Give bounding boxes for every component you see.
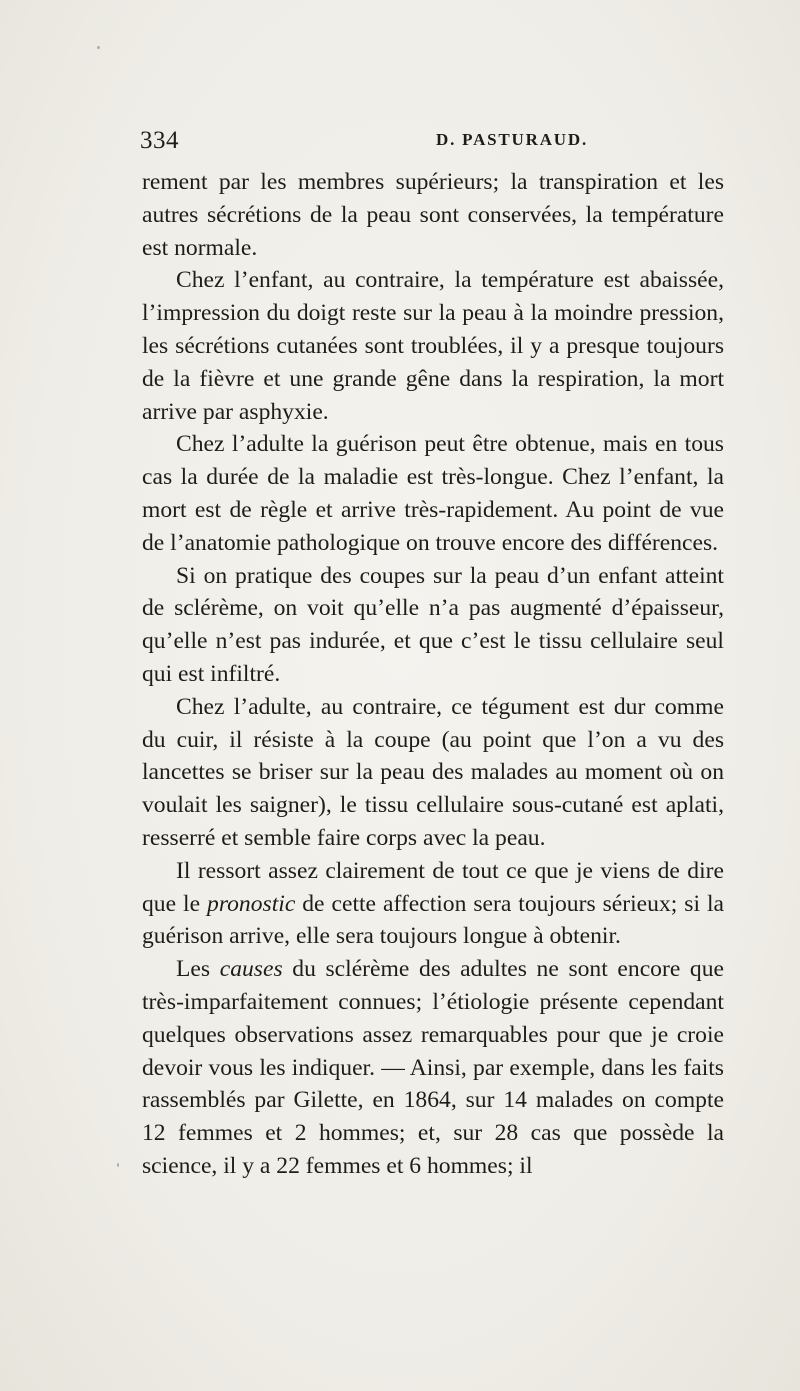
paragraph-text: Chez l’adulte, au contraire, ce tégument est dur comme du cuir, il résiste à la coupe (au point que l’on a vu des lancettes se briser sur la peau des malades au moment où on voulait les saigner), le tissu cellulaire sous-cutané est aplati, resserré et semble faire corps avec la peau. [142, 693, 724, 851]
running-header [140, 127, 726, 157]
paragraph-text: Les [176, 956, 220, 983]
page-speck [97, 46, 100, 49]
page-speck [117, 1163, 119, 1167]
paragraph-text: du sclérème des adultes ne sont encore que très-imparfaitement connues; l’étiologie présente cependant quelques observations assez remarquables pour que je croie devoir vous les indiquer. — Ainsi, par exemple, dans les faits rassemblés par Gilette, en 1864, sur 14 malades on compte 12 femmes et 2 hommes; et, sur 28 cas que possède la science, il y a 22 femmes et 6 hommes; il [142, 956, 724, 1179]
italic-term: pronostic [207, 890, 296, 917]
paragraph-text: de cette affection sera toujours sérieux; si la guérison arrive, elle sera toujours longue à obtenir. [142, 890, 724, 950]
running-title: D. PASTURAUD. [435, 130, 589, 149]
page-number: 334 [140, 127, 179, 154]
paragraph [142, 691, 724, 855]
body-text [142, 166, 724, 1183]
paragraph [142, 428, 724, 559]
paragraph [142, 560, 724, 691]
paragraph [142, 953, 724, 1183]
paragraph-text: Chez l’adulte la guérison peut être obtenue, mais en tous cas la durée de la maladie est très-longue. Chez l’enfant, la mort est de règle et arrive très-rapidement. Au point de vue de l’anatomie pathologique on trouve encore des différences. [142, 431, 724, 556]
paragraph [142, 855, 724, 953]
paragraph-text: rement par les membres supérieurs; la transpiration et les autres sécrétions de la peau sont conservées, la température est normale. [142, 169, 724, 261]
paragraph-text: Il ressort assez clairement de tout ce que je viens de dire que le [142, 857, 724, 917]
paragraph [142, 264, 724, 428]
paragraph-text: Chez l’enfant, au contraire, la température est abaissée, l’impression du doigt reste sur la peau à la moindre pression, les sécrétions cutanées sont troublées, il y a presque toujours de la fièvre et une grande gêne dans la respiration, la mort arrive par asphyxie. [142, 267, 724, 425]
paragraph-text: Si on pratique des coupes sur la peau d’un enfant atteint de sclérème, on voit qu’elle n’a pas augmenté d’épaisseur, qu’elle n’est pas indurée, et que c’est le tissu cellulaire seul qui est infiltré. [142, 562, 724, 687]
paragraph [142, 166, 724, 264]
italic-term: causes [219, 956, 283, 983]
